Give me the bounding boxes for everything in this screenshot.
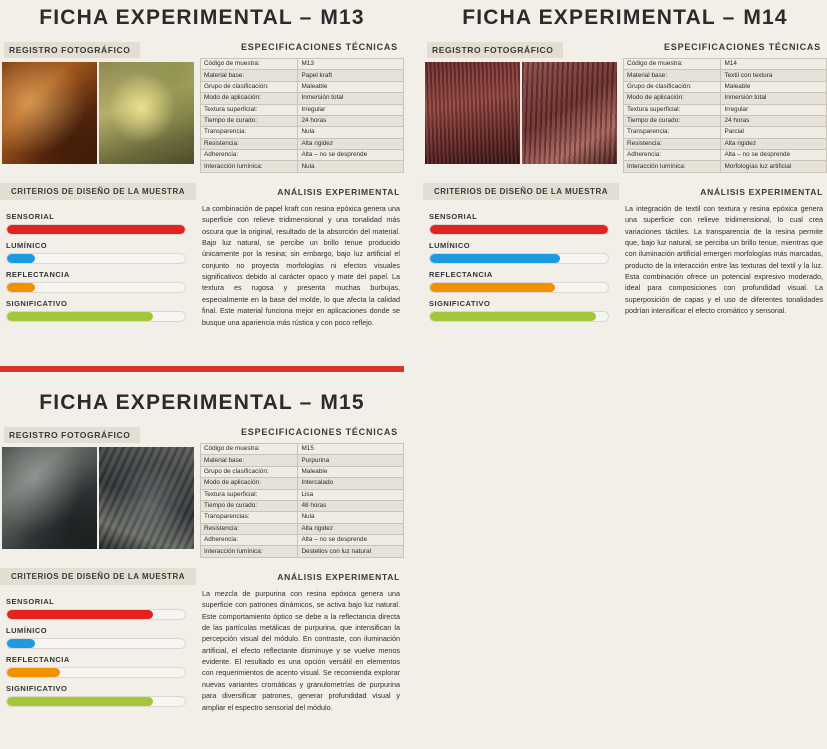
photo-section-header-wrap	[0, 38, 196, 62]
spec-key: Grupo de clasificación:	[201, 466, 298, 477]
spec-value: Intercalado	[298, 478, 404, 489]
ficha-card-m15	[0, 385, 404, 715]
criteria-bar-sensorial	[429, 224, 609, 235]
spec-section-header: ESPECIFICACIONES TÉCNICAS	[240, 427, 398, 437]
spec-table	[623, 58, 827, 173]
table-row	[201, 455, 404, 466]
spec-value: Maleable	[298, 81, 404, 92]
spec-value: Parcial	[721, 127, 827, 138]
spec-value: Alta – no se desprende	[721, 150, 827, 161]
criteria-label-reflectancia: REFLECTANCIA	[6, 269, 70, 279]
photo-column	[0, 38, 196, 173]
spec-value: Alta rigidez	[721, 138, 827, 149]
analysis-header: ANÁLISIS EXPERIMENTAL	[277, 571, 400, 582]
spec-key: Resistencia:	[624, 138, 721, 149]
card-title-dash: –	[299, 391, 314, 414]
spec-value: Irregular	[298, 104, 404, 115]
criteria-header: CRITERIOS DE DISEÑO DE LA MUESTRA	[0, 183, 196, 200]
ficha-card-m13	[0, 0, 404, 330]
card-title-code: M13	[320, 6, 365, 29]
analysis-header: ANÁLISIS EXPERIMENTAL	[700, 186, 823, 197]
criteria-column	[0, 568, 196, 715]
photo-column	[0, 423, 196, 558]
spec-value: Alta – no se desprende	[298, 535, 404, 546]
analysis-header: ANÁLISIS EXPERIMENTAL	[277, 186, 400, 197]
table-row	[201, 104, 404, 115]
spec-column	[196, 423, 404, 558]
top-row	[0, 38, 404, 173]
criteria-bar-luminico	[6, 253, 186, 264]
spec-value: Maleable	[298, 466, 404, 477]
spec-key: Modo de aplicación:	[201, 93, 298, 104]
sample-photo-2	[99, 62, 194, 164]
spec-value: 24 horas	[721, 115, 827, 126]
photo-section-header: REGISTRO FOTOGRÁFICO	[4, 427, 140, 443]
spec-value: Morfologías luz artificial	[721, 161, 827, 172]
bar-fill	[7, 254, 35, 263]
spec-key: Código de muestra:	[624, 59, 721, 70]
photo-section-header-wrap	[423, 38, 619, 62]
table-row	[201, 466, 404, 477]
criteria-label-reflectancia: REFLECTANCIA	[6, 654, 70, 664]
bottom-row	[423, 183, 827, 330]
table-row	[201, 115, 404, 126]
criteria-bar-significativo	[6, 696, 186, 707]
spec-value: Maleable	[721, 81, 827, 92]
criteria-column	[423, 183, 619, 330]
spec-value: Nula	[298, 512, 404, 523]
spec-key: Interacción lumínica:	[624, 161, 721, 172]
table-row	[201, 150, 404, 161]
table-row	[624, 93, 827, 104]
photo-section-header: REGISTRO FOTOGRÁFICO	[4, 42, 140, 58]
criteria-header: CRITERIOS DE DISEÑO DE LA MUESTRA	[0, 568, 196, 585]
table-row	[201, 523, 404, 534]
spec-key: Textura superficial:	[201, 489, 298, 500]
card-title	[0, 385, 404, 423]
sample-photo-2	[99, 447, 194, 549]
spec-section-header: ESPECIFICACIONES TÉCNICAS	[240, 42, 398, 52]
top-row	[0, 423, 404, 558]
spec-key: Grupo de clasificación:	[201, 81, 298, 92]
analysis-text: La mezcla de purpurina con resina epóxica genera una superficie con patrones dinámicos, se activa bajo luz natural. Este comportamiento óptico se debe a la reflectancia directa de las partículas metálicas de purpurina, que intensifican la percepción visual del módulo. En contraste, con iluminación artificial, el efecto reflectante disminuye y se vuelve menos evidente. El resultado es una opción versátil en elementos con requerimientos de acento visual. Se recomienda explorar nuevas variantes cromáticas y granulometrías de purpurina para diversificar patrones, generar profundidad visual y ampliar el espectro sensorial del módulo.	[202, 588, 400, 712]
table-row	[201, 535, 404, 546]
spec-value: Papel kraft	[298, 70, 404, 81]
spec-key: Adherencia:	[201, 535, 298, 546]
bar-fill	[430, 312, 596, 321]
spec-value: 48 horas	[298, 500, 404, 511]
table-row	[624, 150, 827, 161]
spec-value: Destellos con luz natural	[298, 546, 404, 557]
spec-key: Material base:	[624, 70, 721, 81]
criteria-header: CRITERIOS DE DISEÑO DE LA MUESTRA	[423, 183, 619, 200]
bottom-row	[0, 568, 404, 715]
criteria-bar-sensorial	[6, 224, 186, 235]
bar-fill	[430, 283, 555, 292]
spec-key: Transparencia:	[201, 127, 298, 138]
bar-fill	[7, 610, 153, 619]
card-title	[423, 0, 827, 38]
analysis-text: La combinación de papel kraft con resina epóxica genera una superficie con relieve tridimensional y una tonalidad más oscura que la original, resultado de la absorción del material. Bajo luz natural, se percibe un brillo tenue producido únicamente por la resina; sin embargo, bajo luz artificial el conjunto no proyecta morfologías ni efectos visuales significativos debido al carácter opaco y mate del papel. La textura es rugosa y presenta muchas burbujas, especialmente en la base del molde, lo que afecta la calidad final. Este material funciona mejor en aplicaciones donde se busque una apariencia más rústica y con poco reflejo.	[202, 203, 400, 327]
criteria-label-significativo: SIGNIFICATIVO	[429, 298, 491, 308]
bar-fill	[430, 225, 608, 234]
bar-fill	[430, 254, 560, 263]
criteria-body	[0, 585, 196, 715]
spec-key: Interacción lumínica:	[201, 546, 298, 557]
spec-key: Modo de aplicación:	[201, 478, 298, 489]
spec-key: Adherencia:	[201, 150, 298, 161]
spec-value: M13	[298, 59, 404, 70]
table-row	[201, 500, 404, 511]
spec-value: Purpurina	[298, 455, 404, 466]
spec-key: Resistencia:	[201, 523, 298, 534]
criteria-bar-luminico	[6, 638, 186, 649]
table-row	[624, 127, 827, 138]
criteria-bar-reflectancia	[6, 667, 186, 678]
spec-key: Textura superficial:	[201, 104, 298, 115]
table-row	[201, 444, 404, 455]
analysis-text: La integración de textil con textura y resina epóxica genera una superficie con relieve tridimensional, lo cual crea variaciones táctiles. La transparencia de la resina permite que, bajo luz natural, se perciba un brillo tenue, mientras que con iluminación artificial emergen morfologías más marcadas, producto de la interacción entre las texturas del textil y la luz. Esta combinación ofrece un potencial expresivo moderado, ideal para composiciones con profundidad visual. La superposición de capas y el uso de diferentes tonalidades podrían intensificar el efecto cromático y sensorial.	[625, 203, 823, 316]
bottom-row	[0, 183, 404, 330]
table-row	[624, 115, 827, 126]
spec-column	[196, 38, 404, 173]
spec-key: Textura superficial:	[624, 104, 721, 115]
spec-value: Nula	[298, 161, 404, 172]
spec-key: Adherencia:	[624, 150, 721, 161]
table-row	[624, 138, 827, 149]
criteria-bar-reflectancia	[429, 282, 609, 293]
analysis-column	[196, 568, 404, 715]
table-row	[201, 478, 404, 489]
ficha-card-m14	[423, 0, 827, 330]
card-title	[0, 0, 404, 38]
criteria-label-sensorial: SENSORIAL	[6, 211, 55, 221]
card-title-main: FICHA EXPERIMENTAL	[462, 6, 716, 29]
table-row	[201, 59, 404, 70]
spec-value: Alta rigidez	[298, 523, 404, 534]
table-row	[624, 59, 827, 70]
card-title-dash: –	[722, 6, 737, 29]
spec-value: Alta rigidez	[298, 138, 404, 149]
criteria-bar-significativo	[6, 311, 186, 322]
bar-fill	[7, 668, 60, 677]
spec-value: Inmersión total	[721, 93, 827, 104]
spec-key: Transparencias:	[201, 512, 298, 523]
photo-grid	[0, 447, 196, 549]
table-row	[201, 512, 404, 523]
photo-grid	[0, 62, 196, 164]
card-title-code: M14	[743, 6, 788, 29]
sample-photo-1	[2, 447, 97, 549]
table-row	[201, 81, 404, 92]
bar-fill	[7, 697, 153, 706]
bar-fill	[7, 283, 35, 292]
criteria-bar-luminico	[429, 253, 609, 264]
criteria-label-significativo: SIGNIFICATIVO	[6, 298, 68, 308]
table-row	[624, 70, 827, 81]
card-title-main: FICHA EXPERIMENTAL	[39, 391, 293, 414]
spec-section-header: ESPECIFICACIONES TÉCNICAS	[663, 42, 821, 52]
spec-key: Tiempo de curado:	[624, 115, 721, 126]
spec-table	[200, 443, 404, 558]
table-row	[201, 127, 404, 138]
criteria-label-reflectancia: REFLECTANCIA	[429, 269, 493, 279]
card-title-main: FICHA EXPERIMENTAL	[39, 6, 293, 29]
table-row	[201, 70, 404, 81]
spec-key: Transparencia:	[624, 127, 721, 138]
criteria-column	[0, 183, 196, 330]
criteria-label-sensorial: SENSORIAL	[6, 596, 55, 606]
spec-key: Modo de aplicación:	[624, 93, 721, 104]
top-row	[423, 38, 827, 173]
photo-section-header: REGISTRO FOTOGRÁFICO	[427, 42, 563, 58]
criteria-body	[423, 200, 619, 330]
sample-photo-1	[425, 62, 520, 164]
criteria-label-sensorial: SENSORIAL	[429, 211, 478, 221]
criteria-bar-sensorial	[6, 609, 186, 620]
spec-value: Alta – no se desprende	[298, 150, 404, 161]
table-row	[201, 546, 404, 557]
spec-value: Nula	[298, 127, 404, 138]
criteria-label-luminico: LUMÍNICO	[429, 240, 471, 250]
spec-value: Irregular	[721, 104, 827, 115]
photo-grid	[423, 62, 619, 164]
spec-value: M15	[298, 444, 404, 455]
spec-key: Material base:	[201, 70, 298, 81]
table-row	[201, 138, 404, 149]
criteria-bar-significativo	[429, 311, 609, 322]
bar-fill	[7, 312, 153, 321]
photo-column	[423, 38, 619, 173]
criteria-body	[0, 200, 196, 330]
spec-key: Resistencia:	[201, 138, 298, 149]
table-row	[624, 161, 827, 172]
criteria-label-significativo: SIGNIFICATIVO	[6, 683, 68, 693]
table-row	[201, 93, 404, 104]
spec-value: Inmersión total	[298, 93, 404, 104]
table-row	[201, 161, 404, 172]
bar-fill	[7, 225, 185, 234]
criteria-bar-reflectancia	[6, 282, 186, 293]
analysis-column	[196, 183, 404, 330]
card-title-dash: –	[299, 6, 314, 29]
spec-table	[200, 58, 404, 173]
spec-value: Textil con textura	[721, 70, 827, 81]
spec-key: Grupo de clasificación:	[624, 81, 721, 92]
spec-value: 24 horas	[298, 115, 404, 126]
sample-photo-1	[2, 62, 97, 164]
table-row	[201, 489, 404, 500]
spec-column	[619, 38, 827, 173]
spec-key: Código de muestra:	[201, 444, 298, 455]
photo-section-header-wrap	[0, 423, 196, 447]
spec-value: Lisa	[298, 489, 404, 500]
spec-key: Material base:	[201, 455, 298, 466]
analysis-column	[619, 183, 827, 330]
table-row	[624, 104, 827, 115]
spec-key: Interacción lumínica:	[201, 161, 298, 172]
table-row	[624, 81, 827, 92]
spec-value: M14	[721, 59, 827, 70]
criteria-label-luminico: LUMÍNICO	[6, 625, 48, 635]
card-title-code: M15	[320, 391, 365, 414]
criteria-label-luminico: LUMÍNICO	[6, 240, 48, 250]
accent-strip	[0, 366, 404, 372]
spec-key: Tiempo de curado:	[201, 500, 298, 511]
spec-key: Tiempo de curado:	[201, 115, 298, 126]
bar-fill	[7, 639, 35, 648]
sample-photo-2	[522, 62, 617, 164]
spec-key: Código de muestra:	[201, 59, 298, 70]
